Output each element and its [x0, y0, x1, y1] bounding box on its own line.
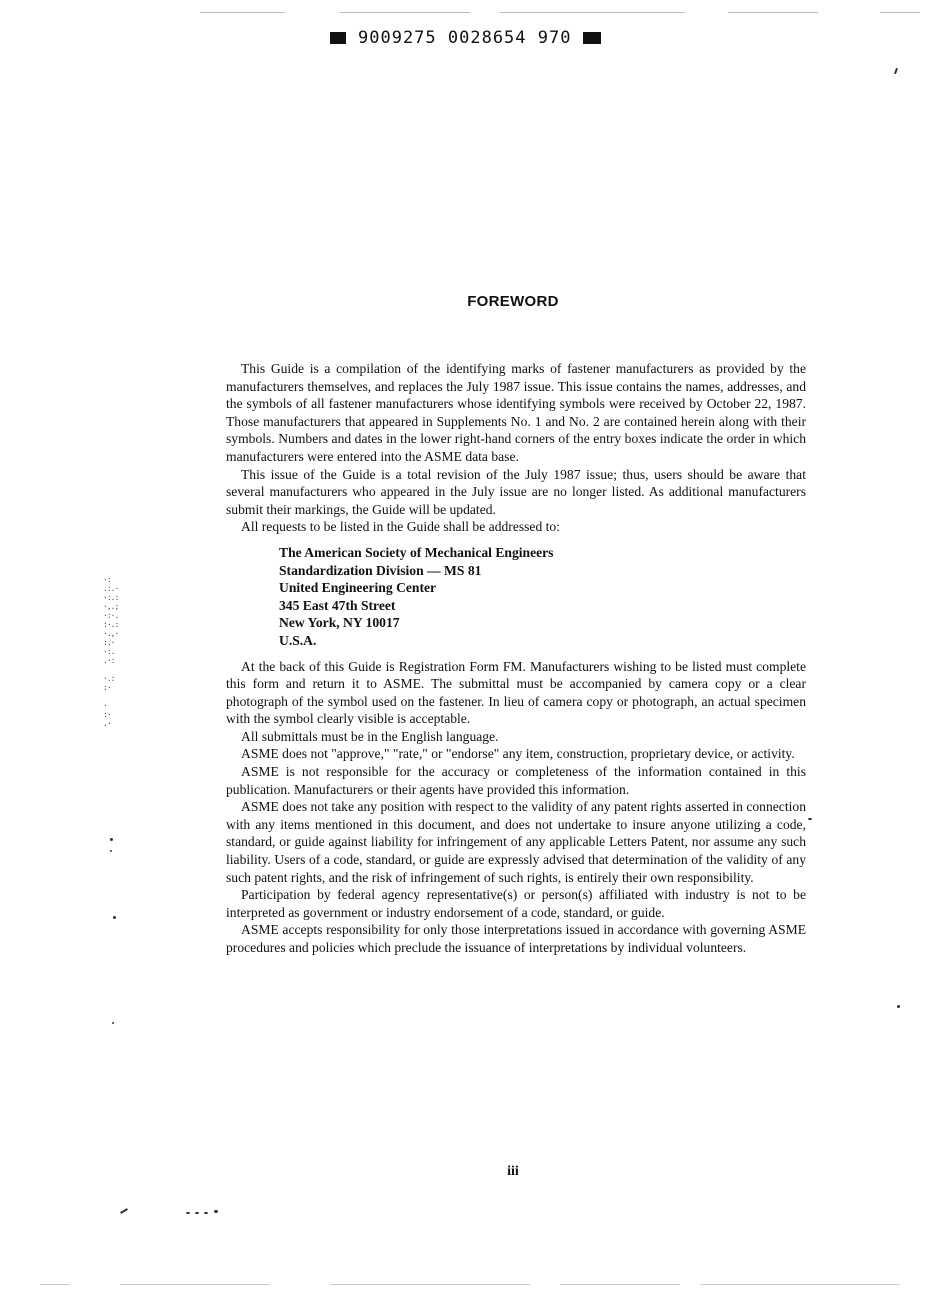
scan-speck: [195, 1212, 199, 1214]
scan-rule-top-4: [728, 12, 818, 13]
mailing-address: [279, 544, 806, 650]
address-line: 345 East 47th Street: [279, 597, 396, 613]
address-line: United Engineering Center: [279, 580, 437, 596]
scan-rule-top-1: [200, 12, 285, 13]
scan-rule-bottom-3: [330, 1284, 530, 1285]
paragraph: ASME accepts responsibility for only those interpretations issued in accordance with governing ASME procedures and policies which preclude the issuance of interpretations by individual volunteers.: [226, 922, 806, 955]
scan-speck: [110, 838, 113, 841]
paragraph: This issue of the Guide is a total revision of the July 1987 issue; thus, users should be aware that several manufacturers who appeared in the July issue are no longer listed. As additional manufacturers submit their markings, the Guide will be updated.: [226, 466, 806, 517]
scan-rule-top-2: [340, 12, 470, 13]
scan-speck: [808, 818, 812, 820]
scan-speck: [120, 1208, 128, 1214]
paragraph: ASME does not take any position with respect to the validity of any patent rights asserted in connection with any items mentioned in this document, and does not undertake to insure anyone utilizing a code, standard, or guide against liability for infringement of any applicable Letters Patent, nor assume any such liability. Users of a code, standard, or guide are expressly advised that determination of the validity of any such patent rights, and the risk of infringement of such rights, is entirely their own responsibility.: [226, 799, 806, 885]
paragraph: All submittals must be in the English language.: [241, 728, 499, 744]
barcode-block-left: [330, 32, 346, 44]
scan-rule-top-3: [500, 12, 685, 13]
scan-speck: [110, 850, 112, 852]
foreword-body: [226, 360, 806, 957]
scan-speck: [214, 1210, 218, 1213]
scan-speck: [204, 1212, 208, 1214]
paragraph: ASME is not responsible for the accuracy or completeness of the information contained in this publication. Manufacturers or their agents have provided this information.: [226, 764, 806, 797]
address-line: Standardization Division — MS 81: [279, 562, 482, 578]
address-line: The American Society of Mechanical Engineers: [279, 544, 554, 560]
scan-rule-bottom-5: [700, 1284, 900, 1285]
margin-scan-marks: ·: .:.· ·:.: ·,.; ·:·. :·.: ·.,· :.· ·:. .·: ·.: :· · :· .·: [103, 575, 119, 728]
document-code-header: [330, 26, 610, 50]
paragraph: At the back of this Guide is Registration Form FM. Manufacturers wishing to be listed must complete this form and return it to ASME. The submittal must be accompanied by camera copy or a clear photograph of the symbol used on the fastener. In lieu of camera copy or photograph, an actual specimen with the symbol clearly visible is acceptable.: [226, 658, 806, 727]
scan-speck: [897, 1005, 900, 1008]
scan-rule-bottom-2: [120, 1284, 270, 1285]
address-line: New York, NY 10017: [279, 615, 400, 631]
document-code: 9009275 0028654 970: [358, 28, 572, 48]
scan-rule-top-5: [880, 12, 920, 13]
paragraph: Participation by federal agency representative(s) or person(s) affiliated with industry is not to be interpreted as government or industry endorsement of a code, standard, or guide.: [226, 887, 806, 920]
scan-speck: [113, 916, 116, 919]
page-number: iii: [507, 1164, 519, 1179]
scan-speck: [894, 68, 898, 74]
barcode-block-right: [583, 32, 601, 44]
scan-rule-bottom-4: [560, 1284, 680, 1285]
scan-rule-bottom-1: [40, 1284, 70, 1285]
paragraph: ASME does not "approve," "rate," or "endorse" any item, construction, proprietary device, or activity.: [241, 746, 795, 762]
paragraph: All requests to be listed in the Guide shall be addressed to:: [241, 519, 561, 535]
page-title: FOREWORD: [467, 293, 559, 310]
paragraph: This Guide is a compilation of the identifying marks of fastener manufacturers as provided by the manufacturers themselves, and replaces the July 1987 issue. This issue contains the names, addresses, and the symbols of all fastener manufacturers whose identifying symbols were received by October 22, 1987. Those manufacturers that appeared in Supplements No. 1 and No. 2 are contained herein along with their symbols. Numbers and dates in the lower right-hand corners of the entry boxes indicate the order in which manufacturers were entered into the ASME data base.: [226, 361, 806, 464]
scan-speck: [186, 1212, 190, 1214]
address-line: U.S.A.: [279, 632, 317, 648]
scan-speck: [112, 1022, 114, 1024]
